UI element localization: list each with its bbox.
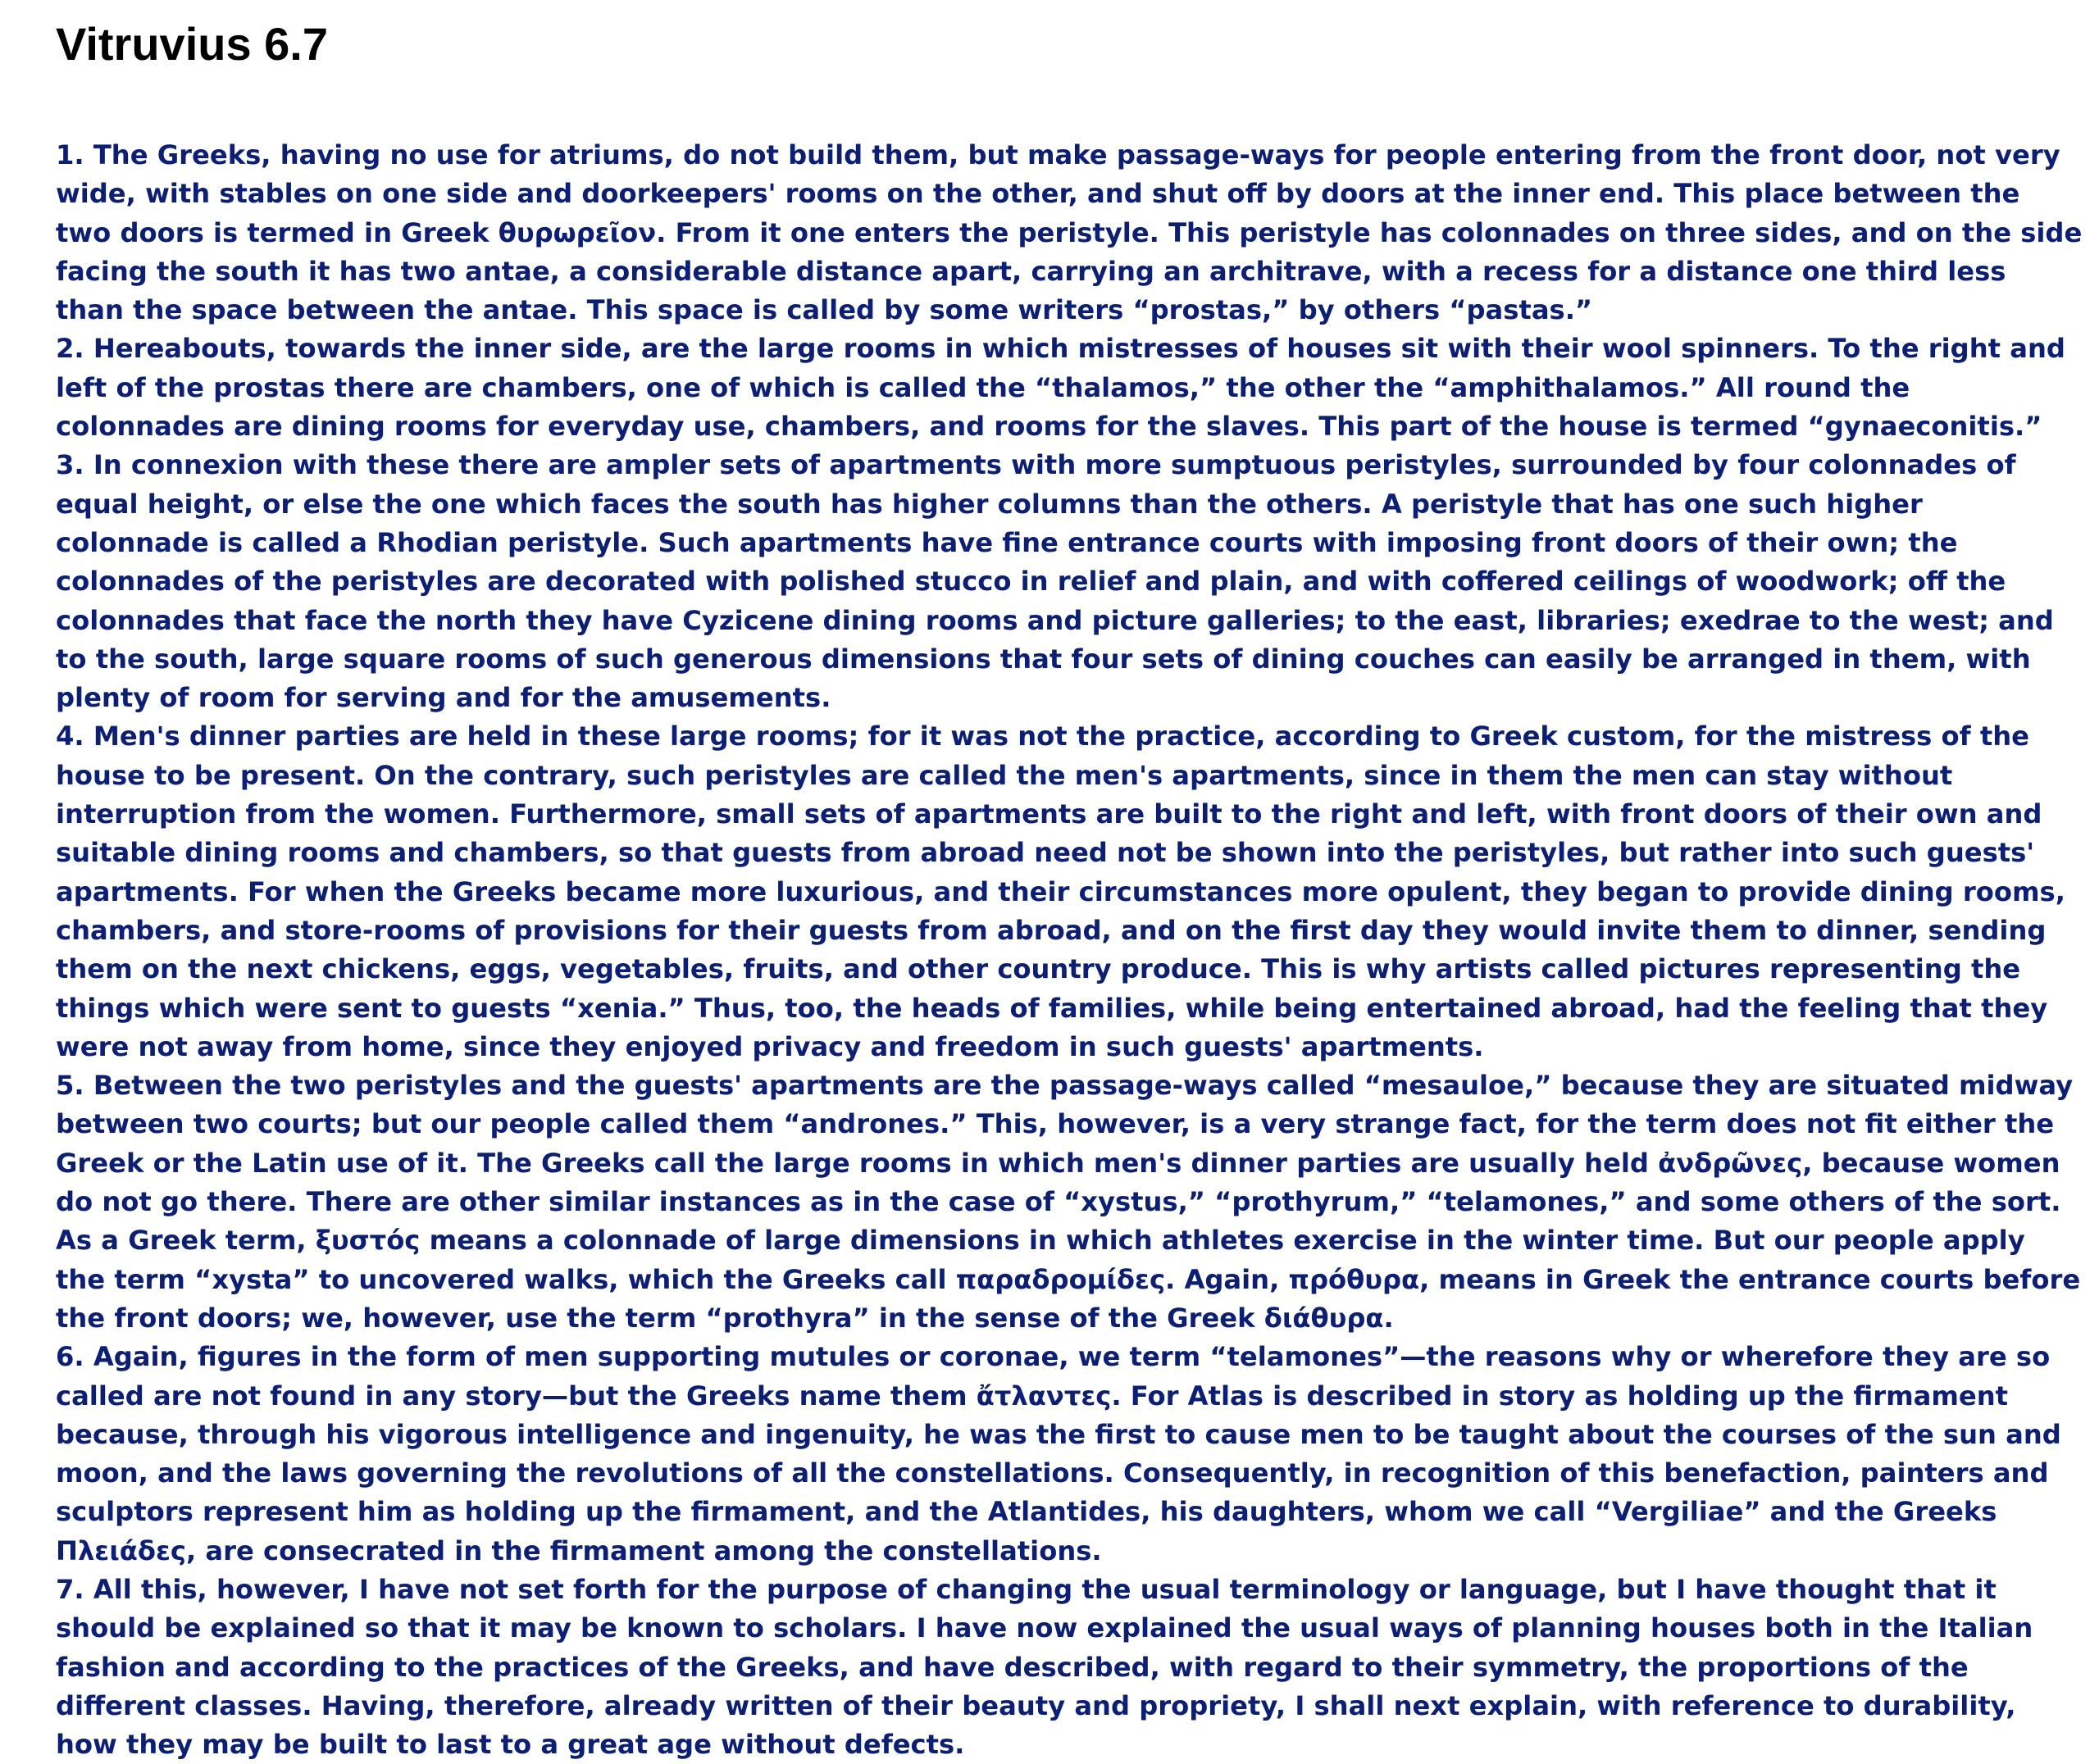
page-title: Vitruvius 6.7 [56,18,329,70]
document-page [56,0,2083,1761]
paragraph-3: 3. In connexion with these there are ampler sets of apartments with more sumptuous peristyles, surrounded by four colonnades of equal height, or else the one which faces the south has higher columns than the others. A peristyle that has one such higher colonnade is called a Rhodian peristyle. Such apartments have fine entrance courts with imposing front doors of their own; the colonnades of the peristyles are decorated with polished stucco in relief and plain, and with coffered ceilings of woodwork; off the colonnades that face the north they have Cyzicene dining rooms and picture galleries; to the east, libraries; exedrae to the west; and to the south, large square rooms of such generous dimensions that four sets of dining couches can easily be arranged in them, with plenty of room for serving and for the amusements. [56,449,2054,714]
document-body [56,136,2083,1764]
paragraph-4: 4. Men's dinner parties are held in these large rooms; for it was not the practice, according to Greek custom, for the mistress of the house to be present. On the contrary, such peristyles are called the men's apartments, since in them the men can stay without interruption from the women. Furthermore, small sets of apartments are built to the right and left, with front doors of their own and suitable dining rooms and chambers, so that guests from abroad need not be shown into the peristyles, but rather into such guests' apartments. For when the Greeks became more luxurious, and their circumstances more opulent, they began to provide dining rooms, chambers, and store-rooms of provisions for their guests from abroad, and on the first day they would invite them to dinner, sending them on the next chickens, eggs, vegetables, fruits, and other country produce. This is why artists called pictures representing the things which were sent to guests “xenia.” Thus, too, the heads of families, while being entertained abroad, had the feeling that they were not away from home, since they enjoyed privacy and freedom in such guests' apartments. [56,721,2065,1062]
paragraph-2: 2. Hereabouts, towards the inner side, are the large rooms in which mistresses of houses sit with their wool spinners. To the right and left of the prostas there are chambers, one of which is called the “thalamos,” the other the “amphithalamos.” All round the colonnades are dining rooms for everyday use, chambers, and rooms for the slaves. This part of the house is termed “gynaeconitis.” [56,333,2065,443]
paragraph-5: 5. Between the two peristyles and the guests' apartments are the passage-ways called “mesauloe,” because they are situated midway between two courts; but our people called them “andrones.” This, however, is a very strange fact, for the term does not fit either the Greek or the Latin use of it. The Greeks call the large rooms in which men's dinner parties are usually held ἀνδρῶνες, because women do not go there. There are other similar instances as in the case of “xystus,” “prothyrum,” “telamones,” and some others of the sort. As a Greek term, ξυστός means a colonnade of large dimensions in which athletes exercise in the winter time. But our people apply the term “xysta” to uncovered walks, which the Greeks call παραδρομίδες. Again, πρόθυρα, means in Greek the entrance courts before the front doors; we, however, use the term “prothyra” in the sense of the Greek διάθυρα. [56,1070,2081,1334]
paragraph-6: 6. Again, figures in the form of men supporting mutules or coronae, we term “telamones”—the reasons why or wherefore they are so called are not found in any story—but the Greeks name them ἄτλαντες. For Atlas is described in story as holding up the firmament because, through his vigorous intelligence and ingenuity, he was the first to cause men to be taught about the courses of the sun and moon, and the laws governing the revolutions of all the constellations. Consequently, in recognition of this benefaction, painters and sculptors represent him as holding up the firmament, and the Atlantides, his daughters, whom we call “Vergiliae” and the Greeks Πλειάδες, are consecrated in the firmament among the constellations. [56,1341,2061,1566]
paragraph-1: 1. The Greeks, having no use for atriums, do not build them, but make passage-ways for people entering from the front door, not very wide, with stables on one side and doorkeepers' rooms on the other, and shut off by doors at the inner end. This place between the two doors is termed in Greek θυρωρεῖον. From it one enters the peristyle. This peristyle has colonnades on three sides, and on the side facing the south it has two antae, a considerable distance apart, carrying an architrave, with a recess for a distance one third less than the space between the antae. This space is called by some writers “prostas,” by others “pastas.” [56,139,2083,326]
paragraph-7: 7. All this, however, I have not set forth for the purpose of changing the usual terminology or language, but I have thought that it should be explained so that it may be known to scholars. I have now explained the usual ways of planning houses both in the Italian fashion and according to the practices of the Greeks, and have described, with regard to their symmetry, the proportions of the different classes. Having, therefore, already written of their beauty and propriety, I shall next explain, with reference to durability, how they may be built to last to a great age without defects. [56,1573,2033,1761]
